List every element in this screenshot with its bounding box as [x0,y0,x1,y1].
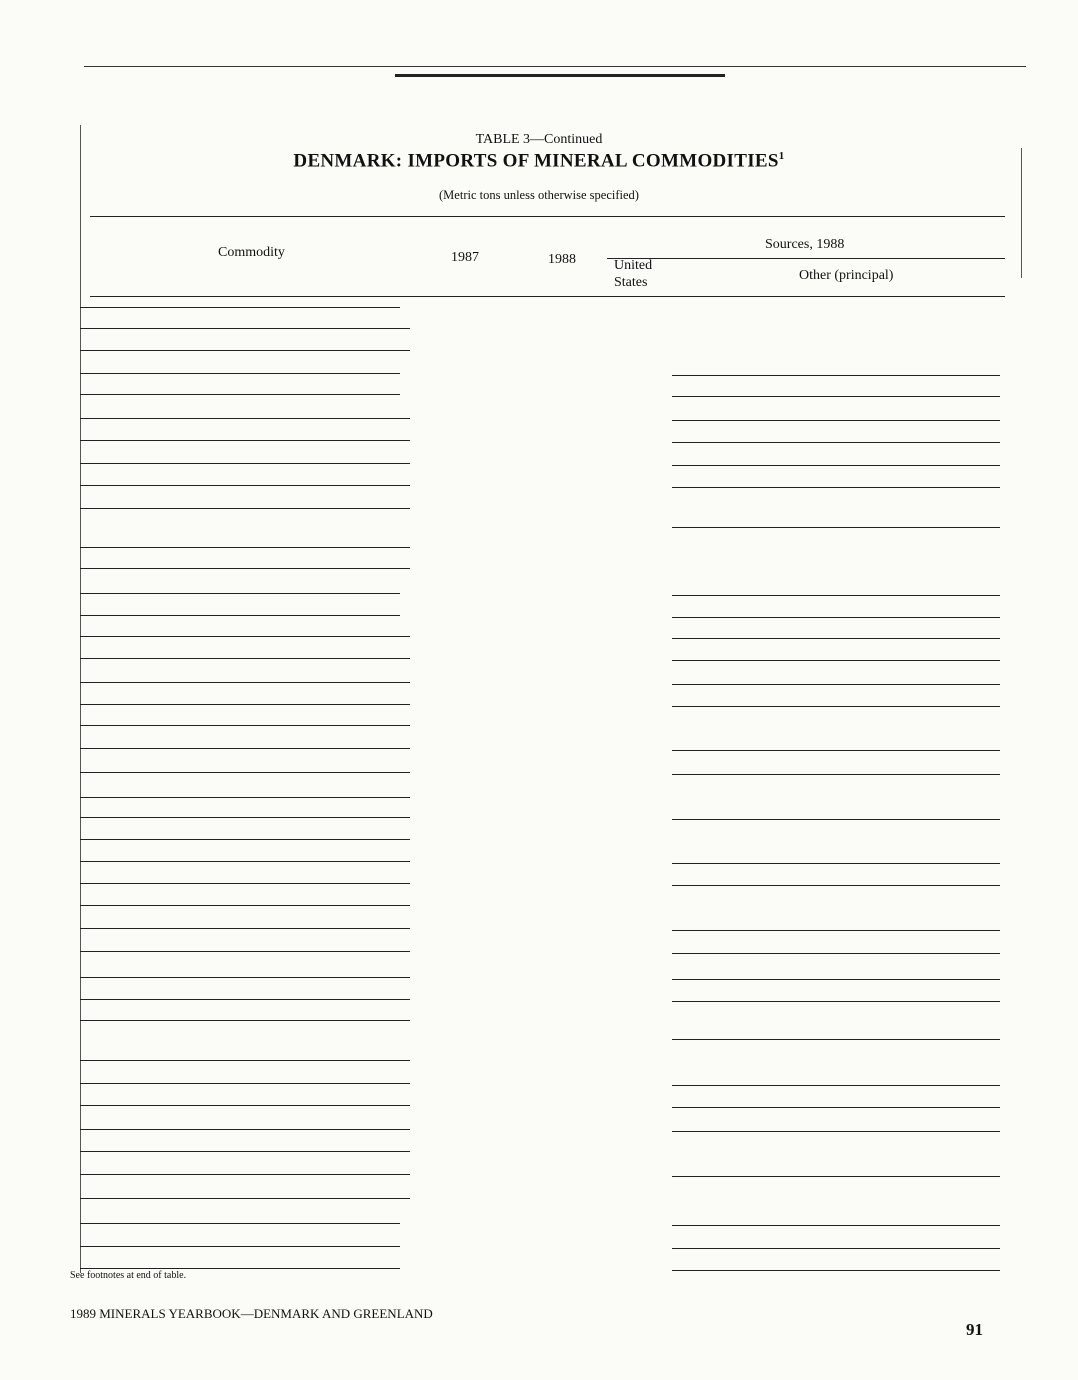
sources-underline [672,442,1000,443]
sources-underline [672,638,1000,639]
sources-underline [672,1039,1000,1040]
row-underline [80,839,410,840]
sources-underline [672,953,1000,954]
row-underline [80,905,410,906]
row-underline [80,418,410,419]
top-rule-thick [395,74,725,77]
row-underline [80,1223,400,1224]
page-number: 91 [966,1320,983,1339]
sources-underline [672,527,1000,528]
row-underline [80,772,410,773]
row-underline [80,704,410,705]
col-header-united-states: United States [614,258,653,290]
row-underline [80,593,400,594]
sources-underline [672,819,1000,820]
sources-underline [672,706,1000,707]
row-underline [80,1129,410,1130]
col-header-1987: 1987 [451,250,479,265]
col-header-1988: 1988 [548,252,576,267]
row-underline [80,394,400,395]
sources-underline [672,1225,1000,1226]
sources-underline [672,396,1000,397]
row-underline [80,508,410,509]
sources-underline [672,1107,1000,1108]
sources-underline [672,774,1000,775]
row-underline [80,883,410,884]
sources-underline [672,1131,1000,1132]
row-underline [80,725,410,726]
row-underline [80,1246,400,1247]
sources-underline [672,930,1000,931]
sources-underline [672,1001,1000,1002]
row-underline [80,547,410,548]
header-bottom-rule [90,296,1005,297]
row-underline [80,1151,410,1152]
row-underline [80,328,410,329]
sources-underline [672,617,1000,618]
row-underline [80,928,410,929]
table-label: TABLE 3—Continued [475,132,603,147]
sources-underline [672,885,1000,886]
table-title [0,150,1078,172]
sources-underline [672,979,1000,980]
sources-underline [672,750,1000,751]
row-underline [80,373,400,374]
sources-underline [672,1085,1000,1086]
col-header-sources: Sources, 1988 [765,237,845,252]
title-footnote-marker: 1 [778,150,785,162]
row-underline [80,350,410,351]
row-underline [80,1105,410,1106]
col-header-commodity: Commodity [218,245,285,260]
row-underline [80,307,400,308]
row-underline [80,1268,400,1269]
sources-underline [672,660,1000,661]
row-underline [80,1060,410,1061]
table-subtitle: (Metric tons unless otherwise specified) [439,188,639,202]
footnote: See footnotes at end of table. [70,1270,187,1281]
row-underline [80,1020,410,1021]
row-underline [80,861,410,862]
sources-underline [672,1270,1000,1271]
sources-underline [672,595,1000,596]
row-underline [80,977,410,978]
col-header-other: Other (principal) [799,268,894,283]
table-title-text: DENMARK: IMPORTS OF MINERAL COMMODITIES [293,150,779,172]
top-rule [84,66,1026,67]
row-underline [80,999,410,1000]
row-underline [80,440,410,441]
header-top-rule [90,216,1005,217]
sources-underline [672,1176,1000,1177]
row-underline [80,748,410,749]
page-footer: 1989 MINERALS YEARBOOK—DENMARK AND GREENLAND [70,1306,433,1321]
row-underline [80,636,410,637]
left-margin-line [80,125,81,1273]
sources-underline [672,1248,1000,1249]
sources-underline [672,375,1000,376]
sources-underline [672,684,1000,685]
row-underline [80,1174,410,1175]
row-underline [80,1198,410,1199]
row-underline [80,485,410,486]
sources-underline [672,420,1000,421]
row-underline [80,682,410,683]
row-underline [80,951,410,952]
sources-underline [672,465,1000,466]
sources-group-rule [607,258,1005,259]
row-underline [80,615,400,616]
row-underline [80,568,410,569]
row-underline [80,658,410,659]
sources-underline [672,487,1000,488]
row-underline [80,1083,410,1084]
row-underline [80,797,410,798]
sources-underline [672,863,1000,864]
row-underline [80,817,410,818]
row-underline [80,463,410,464]
